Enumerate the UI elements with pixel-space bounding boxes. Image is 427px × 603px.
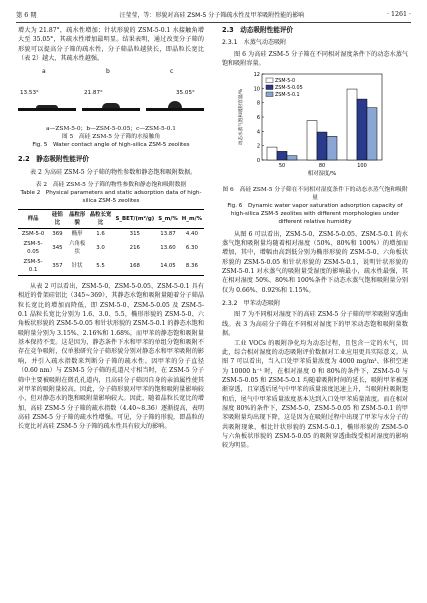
- right-column: [222, 26, 408, 451]
- legend-label: ZSM-5-0.1: [275, 93, 300, 99]
- y-axis-label: 动态水蒸气饱和吸附容量/%: [239, 89, 244, 146]
- table-2-title-cn: 表 2 高硅 ZSM-5 分子筛的物性参数和静态饱和吸附数据: [35, 182, 187, 189]
- table-cell: ZSM-5-0.1: [23, 259, 43, 274]
- legend-label: ZSM-5-0.05: [275, 86, 303, 92]
- droplet-label-a: a: [42, 68, 46, 76]
- table-cell: 1.6: [96, 231, 105, 238]
- legend-label: ZSM-5-0: [275, 79, 296, 85]
- contact-angle-a: 13.53°: [20, 90, 39, 97]
- table-cell: ZSM-5-0.05: [23, 241, 43, 256]
- table-cell: 8.36: [185, 263, 198, 270]
- table-row: [18, 229, 204, 240]
- y-tick-label: 6: [256, 115, 260, 122]
- table-row: [18, 239, 204, 257]
- figure-5-caption-cn: 图 5 高硅 ZSM-5 分子筛的水接触角: [61, 134, 161, 141]
- page-number: · 1261 ·: [386, 10, 411, 18]
- substrate-bar: [18, 108, 76, 111]
- table-cell: 4.40: [185, 231, 198, 238]
- section-2-3-heading: 2.3 动态吸附性能评价: [222, 26, 294, 34]
- figure-5-caption: [18, 125, 204, 149]
- substrate-bar: [82, 108, 140, 111]
- x-tick-label: 100: [357, 163, 367, 170]
- water-droplet-shape: [168, 101, 182, 108]
- table-cell: 369: [52, 231, 63, 238]
- table-header-row: [18, 210, 204, 229]
- table-cell: 13.60: [160, 245, 176, 252]
- bar-ZSM-5-0.05: [277, 152, 287, 161]
- table-cell: 六角板状: [69, 241, 86, 256]
- y-tick-label: 12: [253, 72, 260, 79]
- legend-swatch: [266, 92, 273, 97]
- table-header-cell: 样品: [27, 216, 39, 223]
- bar-ZSM-5-0: [347, 89, 357, 160]
- table-cell: 315: [129, 231, 140, 238]
- droplet-c: [146, 67, 204, 123]
- figure-5-droplets: [18, 67, 204, 123]
- legend-swatch: [266, 85, 273, 90]
- bar-ZSM-5-0.1: [367, 108, 377, 160]
- section-2-3-1-heading: 2.3.1 水蒸气动态吸附: [222, 39, 287, 47]
- table-cell: 345: [52, 245, 63, 252]
- table-cell: 3.0: [96, 245, 105, 252]
- issue-number: 第 6 期: [16, 11, 37, 19]
- bar-ZSM-5-0: [267, 147, 277, 160]
- figure-5-subcaption: a—ZSM-5-0；b—ZSM-5-0.05；c—ZSM-5-0.1: [46, 126, 176, 133]
- intro-paragraph: 增大为 21.87°，疏水性增加；针状形貌的 ZSM-5-0.1 水接触角增大至 35.05°，其疏水性增加最明显。结果表明，通过改变分子筛的形貌可以提高分子筛的疏水性，分子筛晶粒越狭长，即晶粒长宽比（表 2）越大，其疏水性越强。: [18, 27, 204, 63]
- table-header-cell: S_m/%: [158, 216, 178, 223]
- table-cell: 14.05: [160, 263, 176, 270]
- table-cell: 13.87: [160, 231, 176, 238]
- table-2-title-en: Table 2 Physical parameters and static adsorption data of high-silica ZSM-5 zeolites: [20, 190, 202, 205]
- x-axis-label: 相对湿度/%: [307, 171, 337, 178]
- table-row: [18, 257, 204, 276]
- table-2-caption: [18, 181, 204, 205]
- contact-angle-b: 21.87°: [84, 90, 103, 97]
- droplet-b: [82, 67, 140, 123]
- droplet-a: [18, 67, 76, 123]
- table-cell: 椭形: [71, 231, 83, 238]
- table-header-cell: 晶粒形貌: [69, 212, 86, 227]
- bar-ZSM-5-0.05: [317, 132, 327, 160]
- table-cell: ZSM-5-0: [21, 231, 45, 238]
- body-paragraph: 图 7 为不同相对湿度下的高硅 ZSM-5 分子筛的甲苯吸附穿透曲线。表 3 为高硅分子筛在不同相对湿度下的甲苯动态饱和吸附量数据。: [222, 311, 408, 338]
- table-cell: 6.30: [185, 245, 198, 252]
- table-header-cell: 晶粒长宽比: [89, 212, 112, 227]
- figure-6-bar-chart: [222, 68, 408, 180]
- table-header-cell: S_BET/(m²/g): [115, 216, 155, 223]
- bar-ZSM-5-0.1: [287, 156, 297, 160]
- section-2-3-1-text: 图 6 为高硅 ZSM-5 分子筛在不同相对湿度条件下的动态水蒸气饱和吸附容量。: [222, 50, 408, 68]
- legend-swatch: [266, 78, 273, 83]
- figure-6-caption-cn: 图 6 高硅 ZSM-5 分子筛在不同相对湿度条件下的动态水蒸气饱和吸附量: [222, 186, 408, 201]
- figure-6-caption: [222, 186, 408, 226]
- droplet-label-c: c: [170, 68, 174, 76]
- contact-angle-c: 35.05°: [176, 90, 195, 97]
- running-header: [16, 8, 411, 23]
- table-cell: 5.5: [96, 263, 105, 270]
- figure-5-caption-en: Fig. 5 Water contact angle of high-silica ZSM-5 zeolites: [32, 142, 190, 149]
- x-tick-label: 80: [318, 163, 326, 170]
- table-header-cell: 硅铝比: [52, 212, 63, 227]
- table-cell: 357: [52, 263, 63, 270]
- section-2-2-heading: 2.2 静态吸附性能评价: [18, 155, 90, 164]
- section-2-2-text: 表 2 为高硅 ZSM-5 分子筛的物性参数和静态饱和吸附数据。: [30, 168, 197, 176]
- running-title: 汪莹莹，等：形貌对高硅 ZSM-5 分子筛疏水性及甲苯吸附性能的影响: [119, 11, 305, 19]
- y-tick-label: 4: [256, 129, 260, 136]
- y-tick-label: 10: [253, 86, 260, 93]
- y-tick-label: 8: [256, 101, 260, 108]
- table-header-cell: H_m/%: [181, 216, 202, 223]
- table-cell: 216: [129, 245, 140, 252]
- section-2-3-2-heading: 2.3.2 甲苯动态吸附: [222, 300, 281, 308]
- body-paragraph: 从表 2 可以看出，ZSM-5-0、ZSM-5-0.05、ZSM-5-0.1 具有相近的骨架硅铝比（345~369），其静态水饱和吸附量随着分子筛晶粒长宽比的增加而降低，即 ZSM-5-0、ZSM-5-0.05 及 ZSM-5-0.1 晶粒长宽比分别为 1.6、3.0、5.5，椭形形貌的 ZSM-5-0、六角板状形貌的 ZSM-5-0.05 和针状形貌的 ZSM-5-0.1 的静态水饱和吸附量分别为 3.15%、2.16%和 1.68%，而甲苯的静态饱和吸附量基本保持不变。这是因为，静态条件下水和甲苯的单组分饱和吸附不存在竞争吸附，仅单独研究分子筛形貌分别对静态水和甲苯吸附的影响，并引入疏水指数来判断分子筛的疏水性。因甲苯的分子直径（0.60 nm）与 ZSM-5 分子筛的孔道尺寸相当时，在 ZSM-5 分子筛中主要被吸附在微孔孔道内，且高硅分子筛因自身的亲油属性使其对甲苯的吸附量较高，因此，分子筛形貌对甲苯的饱和吸附量影响较小，但对静态水的饱和吸附量影响较大。因此，随着晶粒长宽比的增加，高硅 ZSM-5 分子筛的疏水指数（4.40~8.36）逐渐提高，表明高硅 ZSM-5 分子筛的疏水性增强。可见，分子筛的形貌，即晶粒的长宽比对高硅 ZSM-5 分子筛的疏水性具有较大的影响。: [18, 283, 204, 431]
- bar-ZSM-5-0: [307, 121, 317, 160]
- body-paragraph: 工业 VOCs 的吸附净化均为动态过程，且包含一定的水气，因此，综合相对湿度的动态吸附评价数据对工业应用更具实际意义。从图 7 可以看出，当入口处甲苯质量浓度为 4000 mg/m³、体积空速为 10000 h⁻¹ 时，在相对湿度 0 和 80%的条件下，ZSM-5-0 与 ZSM-5-0.05 和 ZSM-5-0.1 均随着吸附时间的延长，吸附甲苯被逐渐穿透，且穿透后尾气中甲苯的质量浓度迅速上升，当吸附柱吸附饱和后，尾气中甲苯质量浓度基本达到入口处甲苯质量浓度。而在相对湿度 80%的条件下，ZSM-5-0、ZSM-5-0.05 和 ZSM-5-0.1 的甲苯吸附量均出现下降，这是因为在吸附过程中出现了甲苯与水分子的共吸附现象，相比针状形貌的 ZSM-5-0.1，椭形形貌的 ZSM-5-0 与六角板状形貌的 ZSM-5-0.05 的吸附穿透曲线受相对湿度的影响较为明显。: [222, 339, 408, 450]
- left-column: [18, 26, 204, 432]
- substrate-bar: [146, 108, 204, 111]
- table-cell: 针状: [71, 263, 83, 270]
- bar-ZSM-5-0.1: [327, 137, 337, 161]
- x-tick-label: 50: [278, 163, 286, 170]
- y-tick-label: 0: [256, 158, 260, 165]
- figure-6-caption-en: Fig. 6 Dynamic water vapor saturation adsorption capacity of high-silica ZSM-5 zeolites with different morphologies under different relative humidity: [227, 202, 403, 225]
- y-tick-label: 2: [256, 144, 260, 151]
- table-2: [18, 209, 204, 276]
- droplet-label-b: b: [106, 68, 110, 76]
- table-cell: 168: [129, 263, 140, 270]
- bar-ZSM-5-0.05: [357, 99, 367, 160]
- body-paragraph: 从图 6 可以看出，ZSM-5-0、ZSM-5-0.05、ZSM-5-0.1 的水蒸气饱和吸附量均随着相对湿度（50%、80%和 100%）的增加而增加，其中，增幅由高到低分别为椭形形貌的 ZSM-5-0、六角板状形貌的 ZSM-5-0.05 和针状形貌的 ZSM-5-0.1，说明针状形貌的 ZSM-5-0.1 对水蒸气的吸附量受湿度的影响最小，疏水性最强，其在相对湿度 50%、80%和 100%条件下动态水蒸气饱和吸附量分别仅为 0.66%、0.92%和 1.15%。: [222, 230, 408, 294]
